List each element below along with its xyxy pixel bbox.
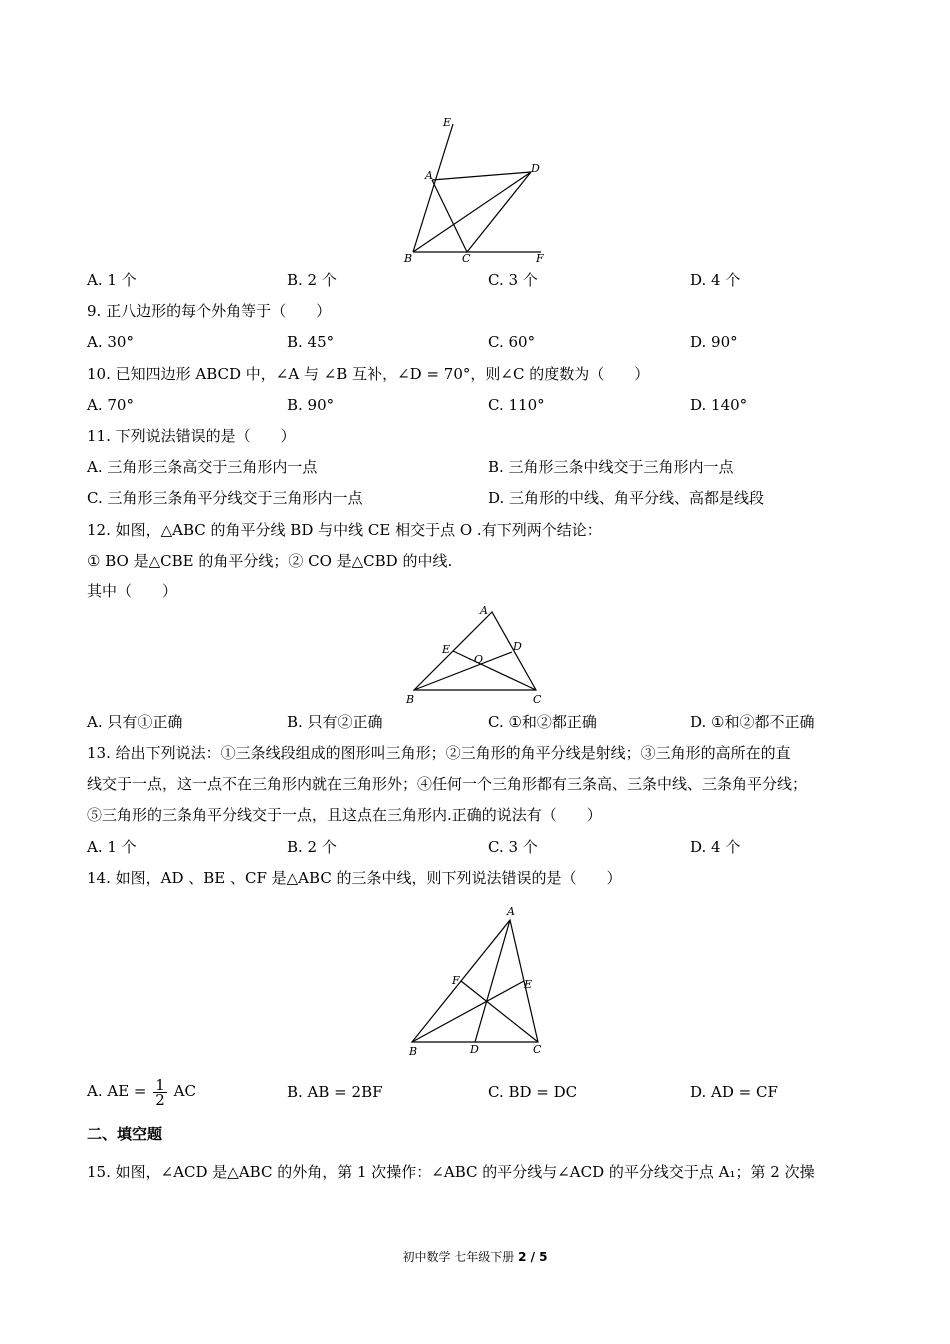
q8-label-d: D [531,162,540,175]
q12-figure [400,600,560,712]
q10-stem: 10. 已知四边形 ABCD 中，∠A 与 ∠B 互补，∠D = 70°，则∠C 的度数为（ ） [87,365,650,383]
q13-option-c[interactable]: C. 3 个 [488,838,538,856]
q12-label-o: O [474,653,484,666]
q11-option-b[interactable]: B. 三角形三条中线交于三角形内一点 [488,458,734,476]
q12-label-b: B [406,693,415,706]
q14-label-b: B [409,1045,418,1058]
q10-option-c[interactable]: C. 110° [488,396,545,414]
fraction-numerator: 1 [155,1075,165,1094]
q9-option-d[interactable]: D. 90° [690,333,738,351]
q8-label-c: C [462,252,471,265]
q8-option-c[interactable]: C. 3 个 [488,271,538,289]
q12-option-c[interactable]: C. ①和②都正确 [488,713,597,731]
q9-option-b[interactable]: B. 45° [287,333,335,351]
q13-option-d[interactable]: D. 4 个 [690,838,741,856]
q12-option-b[interactable]: B. 只有②正确 [287,713,383,731]
q13-line-1: 13. 给出下列说法：①三条线段组成的图形叫三角形；②三角形的角平分线是射线；③三角形的高所在的直 [87,744,791,762]
q14-option-a-rhs: AC [173,1082,196,1100]
q14-option-a[interactable] [87,1072,196,1110]
q9-option-c[interactable]: C. 60° [488,333,536,351]
q12-label-c: C [533,693,542,706]
q14-label-e: E [524,978,533,991]
q12-conclusions: ① BO 是△CBE 的角平分线；② CO 是△CBD 的中线. [87,552,453,570]
q12-label-a: A [480,604,488,617]
q11-option-d[interactable]: D. 三角形的中线、角平分线、高都是线段 [488,489,765,507]
q10-option-b[interactable]: B. 90° [287,396,335,414]
q12-label-e: E [442,643,451,656]
q9-stem: 9. 正八边形的每个外角等于（ ） [87,302,332,320]
q14-option-b[interactable]: B. AB = 2BF [287,1083,383,1101]
q14-label-d: D [470,1043,479,1056]
q8-option-a[interactable]: A. 1 个 [87,271,137,289]
q12-stem: 12. 如图，△ABC 的角平分线 BD 与中线 CE 相交于点 O .有下列两个结论： [87,521,602,539]
q9-option-a[interactable]: A. 30° [87,333,134,351]
footer-subject: 初中数学 七年级下册 [402,1250,519,1264]
q8-option-b[interactable]: B. 2 个 [287,271,337,289]
q8-figure [395,112,555,270]
q14-option-d[interactable]: D. AD = CF [690,1083,778,1101]
page-number: 2 / 5 [518,1250,548,1264]
q12-option-a[interactable]: A. 只有①正确 [87,713,183,731]
q13-line-3: ⑤三角形的三条角平分线交于一点，且这点在三角形内.正确的说法有（ ） [87,806,602,824]
q10-option-d[interactable]: D. 140° [690,396,748,414]
section-heading: 二、填空题 [87,1125,163,1143]
q14-figure [400,900,560,1060]
q8-label-e: E [443,116,452,129]
page-footer [0,1248,950,1265]
q12-option-d[interactable]: D. ①和②都不正确 [690,713,815,731]
q12-prompt: 其中（ ） [87,582,178,600]
fraction-denominator: 2 [155,1090,165,1109]
q14-label-f: F [452,974,460,987]
q13-option-b[interactable]: B. 2 个 [287,838,337,856]
q14-label-a: A [507,905,515,918]
q8-label-b: B [404,252,413,265]
q15-line-1: 15. 如图，∠ACD 是△ABC 的外角，第 1 次操作：∠ABC 的平分线与∠ACD 的平分线交于点 A₁；第 2 次操 [87,1163,815,1181]
q12-label-d: D [513,640,522,653]
q8-label-a: A [425,169,433,182]
q13-line-2: 线交于一点，这一点不在三角形内就在三角形外；④任何一个三角形都有三条高、三条中线、三条角平分线； [87,775,808,793]
q14-stem: 14. 如图，AD 、BE 、CF 是△ABC 的三条中线，则下列说法错误的是（ ） [87,869,622,887]
q11-option-c[interactable]: C. 三角形三条角平分线交于三角形内一点 [87,489,363,507]
q14-option-c[interactable]: C. BD = DC [488,1083,578,1101]
q10-option-a[interactable]: A. 70° [87,396,134,414]
q14-option-a-lhs: A. AE = [87,1082,147,1100]
q11-stem: 11. 下列说法错误的是（ ） [87,427,296,445]
q11-option-a[interactable]: A. 三角形三条高交于三角形内一点 [87,458,318,476]
q13-option-a[interactable]: A. 1 个 [87,838,137,856]
q14-label-c: C [533,1043,542,1056]
q8-option-d[interactable]: D. 4 个 [690,271,741,289]
q8-label-f: F [536,252,544,265]
one-half-fraction [153,1075,167,1109]
